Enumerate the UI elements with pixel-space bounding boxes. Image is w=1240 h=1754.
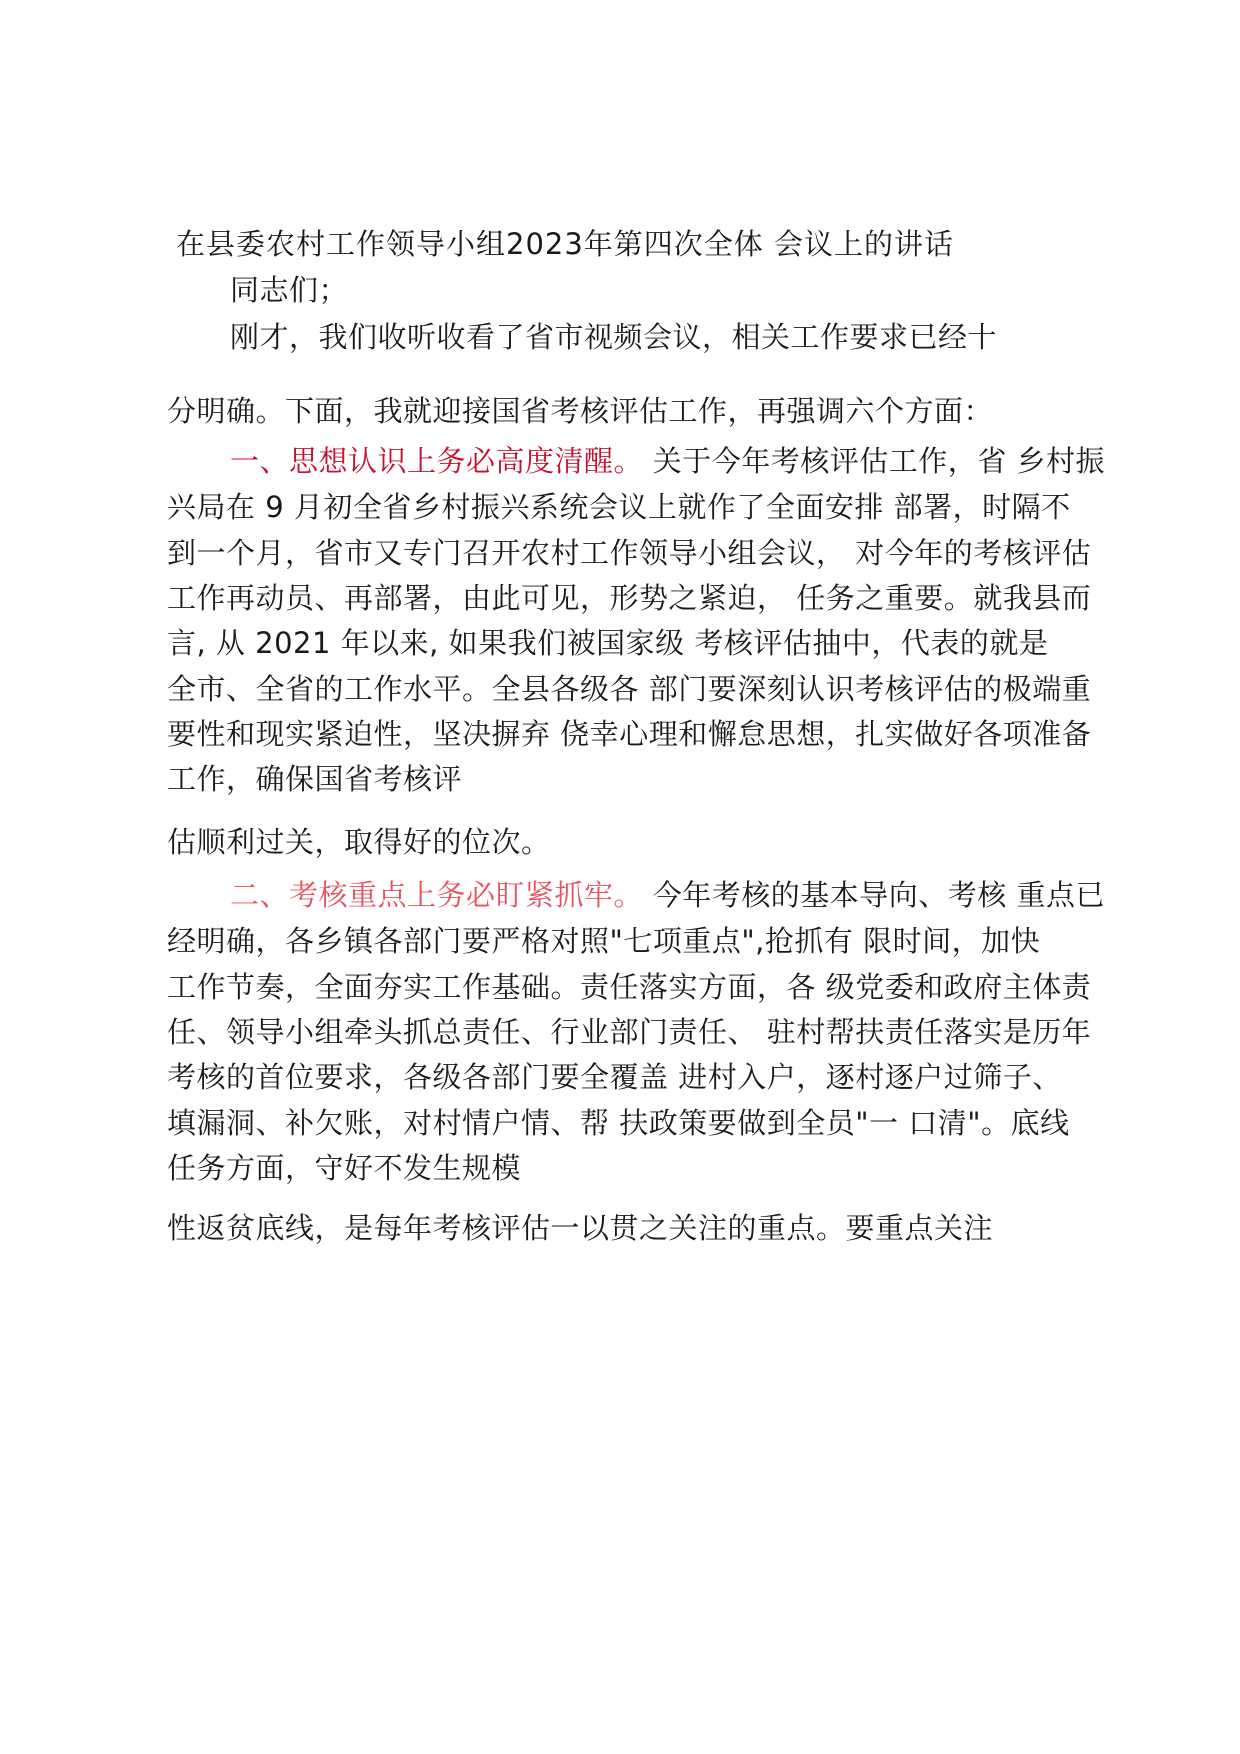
section-2-line-4: 任、领导小组牵头抓总责任、行业部门责任、 驻村帮扶责任落实是历年 [167, 1015, 1092, 1049]
section-1-line-2: 兴局在 9 月初全省乡村振兴系统会议上就作了全面安排 部署，时隔不 [167, 490, 1071, 524]
section-1-heading: 一、思想认识上务必高度清醒。 [230, 444, 644, 478]
intro-line-1: 刚才，我们收听收看了省市视频会议，相关工作要求已经十 [230, 320, 998, 354]
section-1-line-6: 全市、全省的工作水平。全县各级各 部门要深刻认识考核评估的极端重 [167, 672, 1092, 706]
section-1-line-1-text: 关于今年考核评估工作，省 乡村振 [643, 444, 1105, 478]
intro-line-2: 分明确。下面，我就迎接国省考核评估工作，再强调六个方面： [167, 394, 994, 428]
section-2-line-5: 考核的首位要求，各级各部门要全覆盖 进村入户，逐村逐户过筛子、 [167, 1060, 1062, 1094]
section-1-line-4: 工作再动员、再部署，由此可见，形势之紧迫， 任务之重要。就我县而 [167, 581, 1092, 615]
section-2-line-1 [230, 875, 1105, 915]
section-2-line-6: 填漏洞、补欠账，对村情户情、帮 扶政策要做到全员"一 口清"。底线 [167, 1106, 1070, 1140]
section-1-line-5: 言, 从 2021 年以来, 如果我们被国家级 考核评估抽中，代表的就是 [167, 626, 1049, 660]
section-2-line-3: 工作节奏，全面夯实工作基础。责任落实方面，各 级党委和政府主体责 [167, 970, 1092, 1004]
section-1-line-9: 估顺利过关，取得好的位次。 [167, 825, 551, 859]
section-1-line-7: 要性和现实紧迫性，坚决摒弃 侥幸心理和懈怠思想，扎实做好各项准备 [167, 717, 1092, 751]
section-2-heading: 二、考核重点上务必盯紧抓牢。 [230, 878, 644, 912]
section-2-line-7: 任务方面，守好不发生规模 [167, 1151, 522, 1185]
salutation: 同志们； [230, 273, 349, 307]
section-1-line-1 [230, 441, 1105, 481]
document-title: 在县委农村工作领导小组2023年第四次全体 会议上的讲话 [176, 227, 955, 261]
section-2-line-2: 经明确，各乡镇各部门要严格对照"七项重点",抢抓有 限时间，加快 [167, 924, 1041, 958]
section-2-line-1-text: 今年考核的基本导向、考核 重点已 [643, 878, 1105, 912]
section-1-line-8: 工作，确保国省考核评 [167, 762, 463, 796]
section-1-line-3: 到一个月，省市又专门召开农村工作领导小组会议， 对今年的考核评估 [167, 536, 1092, 570]
section-2-line-8: 性返贫底线，是每年考核评估一以贯之关注的重点。要重点关注 [167, 1211, 994, 1245]
